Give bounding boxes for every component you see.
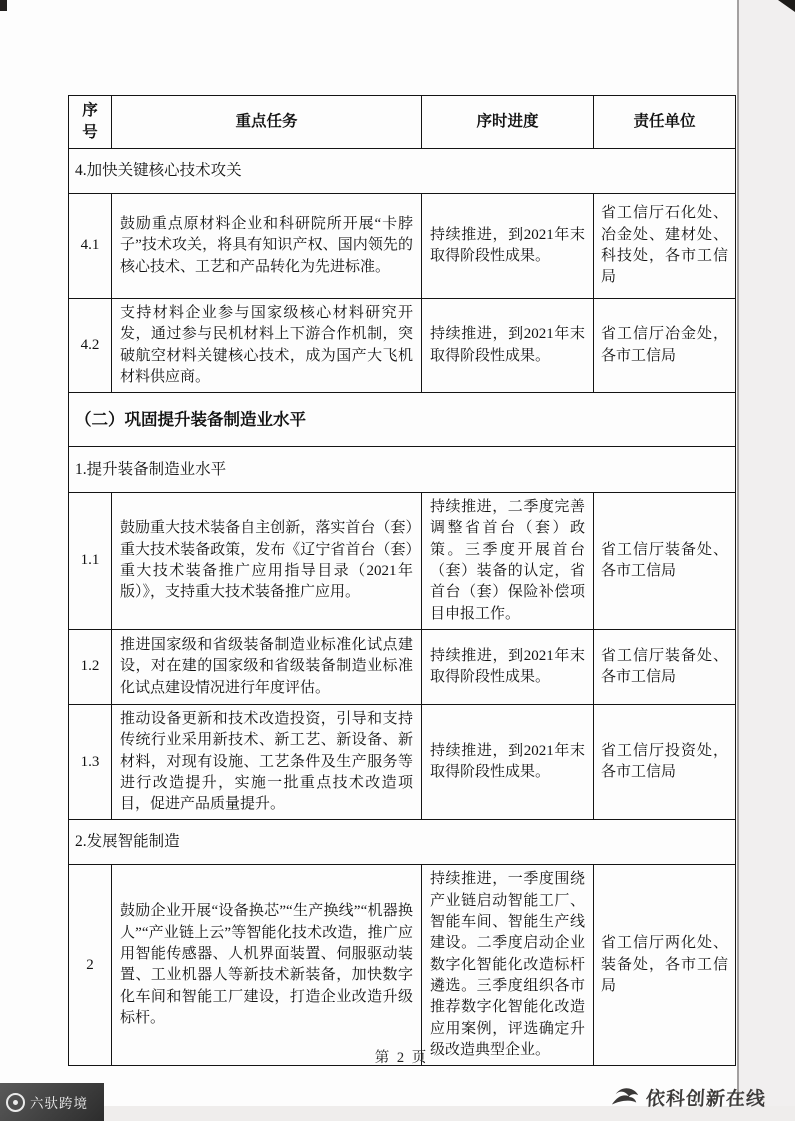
task-cell: 推动设备更新和技术改造投资，引导和支持传统行业采用新技术、新工艺、新设备、新材料，对现有设施、工艺条件及生产服务等进行改造提升，实施一批重点技术改造项目，促进产品质量提升。 (112, 704, 422, 819)
table-row (69, 194, 736, 299)
progress-cell: 持续推进，一季度围绕产业链启动智能工厂、智能车间、智能生产线建设。二季度启动企业数字化智能化改造标杆遴选。三季度组织各市推荐数字化智能化改造应用案例，评选确定升级改造典型企业。 (422, 865, 594, 1066)
table-row (69, 704, 736, 819)
page-number: 第 2 页 (374, 1050, 429, 1066)
table-row (69, 629, 736, 704)
seq-cell: 1.1 (69, 493, 112, 630)
task-cell: 推进国家级和省级装备制造业标准化试点建设，对在建的国家级和省级装备制造业标准化试点建设情况进行年度评估。 (112, 629, 422, 704)
progress-cell: 持续推进，到2021年末取得阶段性成果。 (422, 299, 594, 393)
column-header-unit: 责任单位 (594, 96, 736, 149)
column-header-seq: 序号 (69, 96, 112, 149)
section-title: （二）巩固提升装备制造业水平 (69, 393, 736, 447)
unit-cell: 省工信厅冶金处，各市工信局 (594, 299, 736, 393)
brand-text: 依科创新在线 (645, 1088, 767, 1110)
section-title: 2.发展智能制造 (69, 820, 736, 865)
task-cell: 鼓励重大技术装备自主创新，落实首台（套）重大技术装备政策，发布《辽宁省首台（套）重大技术装备推广应用指导目录（2021年版）》，支持重大技术装备推广应用。 (112, 493, 422, 630)
table-row (69, 865, 736, 1066)
task-cell: 鼓励企业开展“设备换芯”“生产换线”“机器换人”“产业链上云”等智能化技术改造，推广应用智能传感器、人机界面装置、伺服驱动装置、工业机器人等新技术新装备，加快数字化车间和智能工厂建设，打造企业改造升级标杆。 (112, 865, 422, 1066)
task-cell: 鼓励重点原材料企业和科研院所开展“卡脖子”技术攻关，将具有知识产权、国内领先的核心技术、工艺和产品转化为先进标准。 (112, 194, 422, 299)
section-title: 4.加快关键核心技术攻关 (69, 149, 736, 194)
section-row (69, 447, 736, 493)
unit-cell: 省工信厅石化处、冶金处、建材处、科技处，各市工信局 (594, 194, 736, 299)
watermark-badge (0, 1083, 104, 1121)
lens-icon (6, 1093, 25, 1112)
unit-cell: 省工信厅两化处、装备处，各市工信局 (594, 865, 736, 1066)
table-row (69, 299, 736, 393)
section-title: 1.提升装备制造业水平 (69, 447, 736, 493)
progress-cell: 持续推进，到2021年末取得阶段性成果。 (422, 704, 594, 819)
section-row (69, 393, 736, 447)
column-header-task: 重点任务 (112, 96, 422, 149)
scan-edge-strip (737, 0, 795, 1121)
bird-icon (610, 1085, 640, 1109)
seq-cell: 1.3 (69, 704, 112, 819)
column-header-progress: 序时进度 (422, 96, 594, 149)
section-row (69, 820, 736, 865)
progress-cell: 持续推进，二季度完善调整省首台（套）政策。三季度开展首台（套）装备的认定，省首台（套）保险补偿项目申报工作。 (422, 493, 594, 630)
unit-cell: 省工信厅装备处、各市工信局 (594, 493, 736, 630)
seq-cell: 4.1 (69, 194, 112, 299)
task-table (68, 95, 736, 1066)
progress-cell: 持续推进，到2021年末取得阶段性成果。 (422, 629, 594, 704)
scan-corner-mark (0, 0, 7, 11)
seq-cell: 2 (69, 865, 112, 1066)
seq-cell: 4.2 (69, 299, 112, 393)
watermark-text: 六驮跨境 (30, 1096, 88, 1111)
brand-watermark (610, 1080, 766, 1114)
task-cell: 支持材料企业参与国家级核心材料研究开发，通过参与民机材料上下游合作机制，突破航空材料关键核心技术，成为国产大飞机材料供应商。 (112, 299, 422, 393)
seq-cell: 1.2 (69, 629, 112, 704)
unit-cell: 省工信厅装备处、各市工信局 (594, 629, 736, 704)
table-header-row (69, 96, 736, 149)
progress-cell: 持续推进，到2021年末取得阶段性成果。 (422, 194, 594, 299)
section-row (69, 149, 736, 194)
table-row (69, 493, 736, 630)
unit-cell: 省工信厅投资处，各市工信局 (594, 704, 736, 819)
